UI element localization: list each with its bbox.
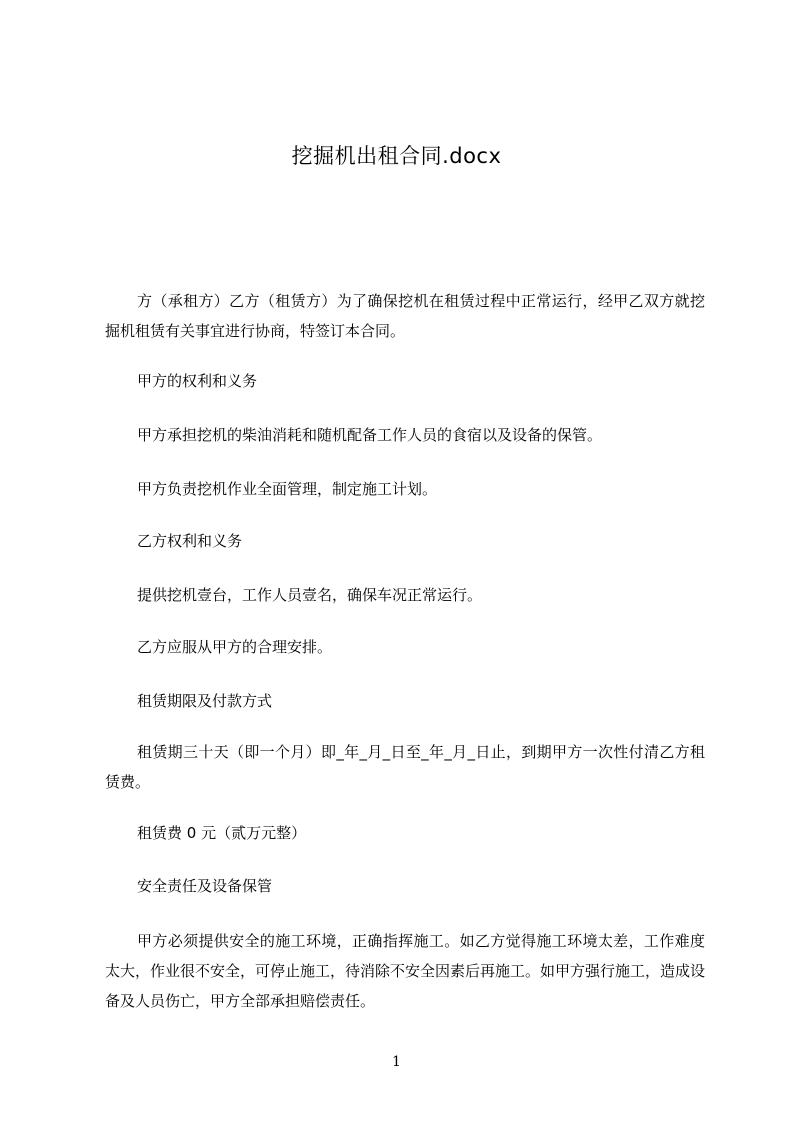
section1-item1: 甲方承担挖机的柴油消耗和随机配备工作人员的食宿以及设备的保管。: [137, 426, 603, 444]
section3-heading: 租赁期限及付款方式: [137, 692, 273, 710]
document-title: 挖掘机出租合同.docx: [291, 144, 502, 168]
page-number: 1: [392, 1054, 401, 1070]
section2-item1: 提供挖机壹台，工作人员壹名，确保车况正常运行。: [137, 586, 483, 604]
section1-heading: 甲方的权利和义务: [137, 372, 258, 390]
section4-item1: 甲方必须提供安全的施工环境，正确指挥施工。如乙方觉得施工环境太差，工作难度太大，作业很不安全，可停止施工，待消除不安全因素后再施工。如甲方强行施工，造成设备及人员伤亡，甲方全部承担赔偿责任。: [105, 932, 706, 1010]
section4-heading: 安全责任及设备保管: [137, 877, 273, 895]
section1-item2: 甲方负责挖机作业全面管理，制定施工计划。: [137, 480, 438, 498]
section2-heading: 乙方权利和义务: [137, 532, 243, 550]
intro-paragraph: 方（承租方）乙方（租赁方）为了确保挖机在租赁过程中正常运行，经甲乙双方就挖掘机租赁有关事宜进行协商，特签订本合同。: [105, 292, 705, 340]
section3-item1: 租赁期三十天（即一个月）即_年_月_日至_年_月_日止，到期甲方一次性付清乙方租赁费。: [105, 743, 705, 791]
section3-item2: 租赁费 0 元（贰万元整）: [137, 824, 307, 842]
section2-item2: 乙方应服从甲方的合理安排。: [137, 638, 333, 656]
